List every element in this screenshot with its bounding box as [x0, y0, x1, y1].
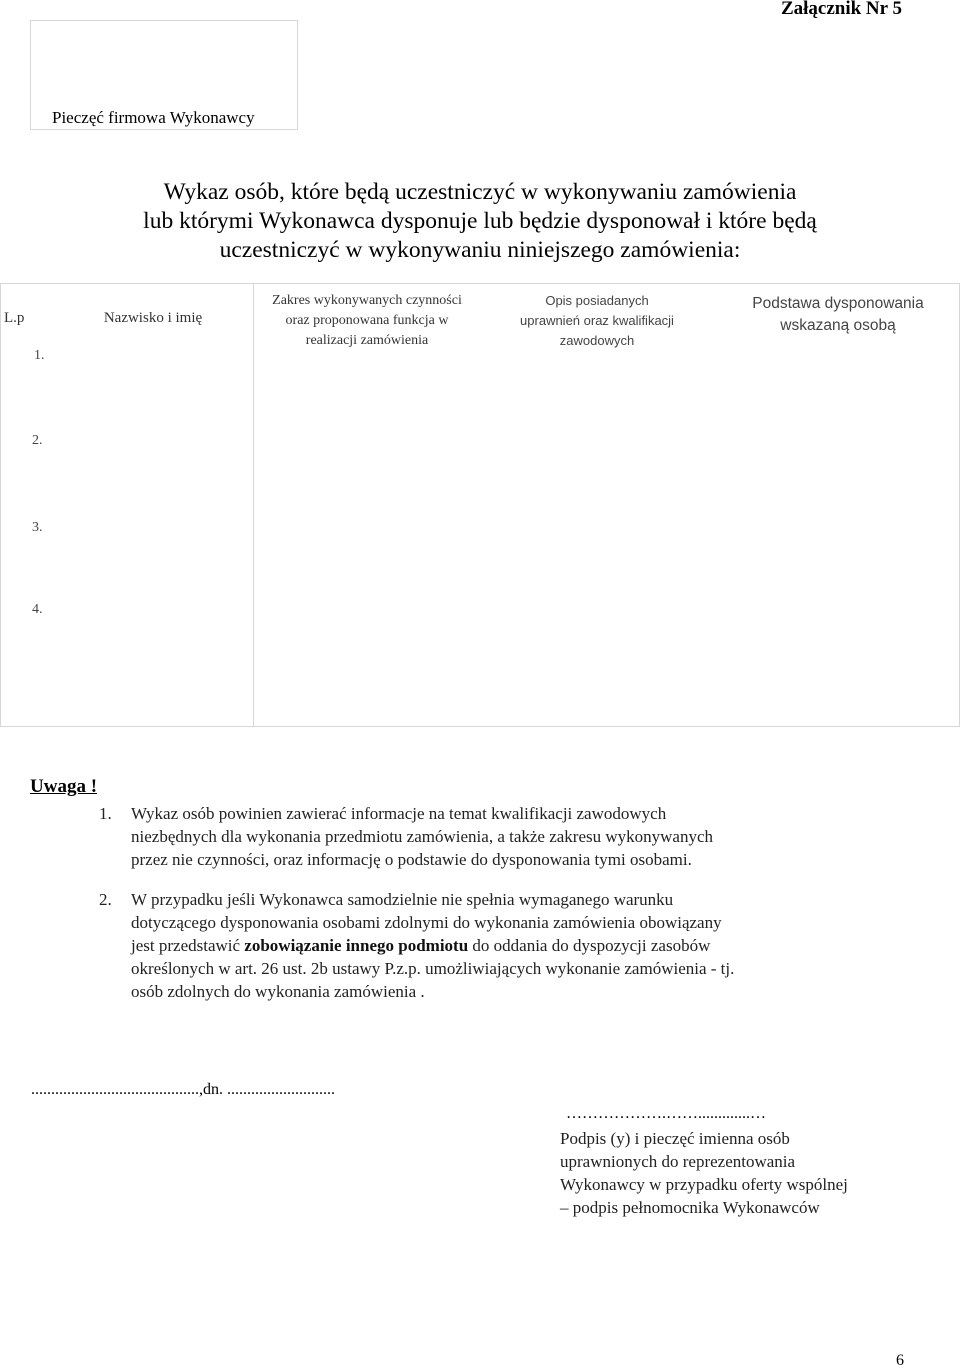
title-line-3: uczestniczyć w wykonywaniu niniejszego zamówienia: [219, 237, 741, 263]
personnel-table [0, 283, 960, 727]
table-left-border [0, 283, 1, 727]
document-title [40, 178, 920, 265]
header-lp: L.p [4, 310, 25, 326]
note-1: 1. Wykaz osób powinien zawierać informacje na temat kwalifikacji zawodowych niezbędnych dla wykonania przedmiotu zamówienia, a także zakresu wykonywanych przez nie czynności, oraz informację o podstawie do dysponowania tymi osobami. [99, 804, 714, 869]
title-line-1: Wykaz osób, które będą uczestniczyć w wykonywaniu zamówienia [163, 179, 797, 205]
notes-heading: Uwaga ! [30, 776, 98, 797]
company-stamp-label: Pieczęć firmowa Wykonawcy [52, 108, 255, 127]
page-number: 6 [896, 1352, 904, 1369]
bold-phrase: zobowiązanie innego podmiotu [244, 936, 469, 955]
place-date-line: ..........................................,dn. ........................... [31, 1081, 335, 1098]
row-number-3: 3. [32, 520, 43, 535]
table-bottom-border [0, 726, 960, 727]
annex-label: Załącznik Nr 5 [780, 0, 902, 19]
row-number-2: 2. [32, 433, 43, 448]
note-2: 2. W przypadku jeśli Wykonawca samodzielnie nie spełnia wymaganego warunku dotyczącego dysponowania osobami zdolnymi do wykonania zamówienia obowiązany jest przedstawić zobowiązanie innego podmiotu do oddania do dyspozycji zasobów określonych w art. 26 ust. 2b ustawy P.z.p. umożliwiających wykonanie zamówienia - tj. osób zdolnych do wykonania zamówienia . [99, 890, 735, 1001]
header-name: Nazwisko i imię [103, 310, 203, 326]
title-line-2: lub którymi Wykonawca dysponuje lub będzie dysponował i które będą [143, 208, 817, 234]
header-qualifications: Opis posiadanych uprawnień oraz kwalifikacji zawodowych [520, 293, 674, 348]
note-2-number: 2. [99, 890, 112, 909]
signature-line: ……………….…….............… [566, 1105, 766, 1122]
header-basis: Podstawa dysponowania wskazaną osobą [752, 295, 924, 334]
note-1-number: 1. [99, 804, 112, 823]
table-top-border [0, 283, 960, 284]
signature-caption: Podpis (y) i pieczęć imienna osób uprawnionych do reprezentowania Wykonawcy w przypadku oferty wspólnej – podpis pełnomocnika Wykonawców [560, 1129, 848, 1217]
row-number-4: 4. [32, 602, 43, 617]
row-number-1: 1. [34, 348, 45, 363]
header-scope: Zakres wykonywanych czynności oraz proponowana funkcja w realizacji zamówienia [272, 293, 462, 348]
